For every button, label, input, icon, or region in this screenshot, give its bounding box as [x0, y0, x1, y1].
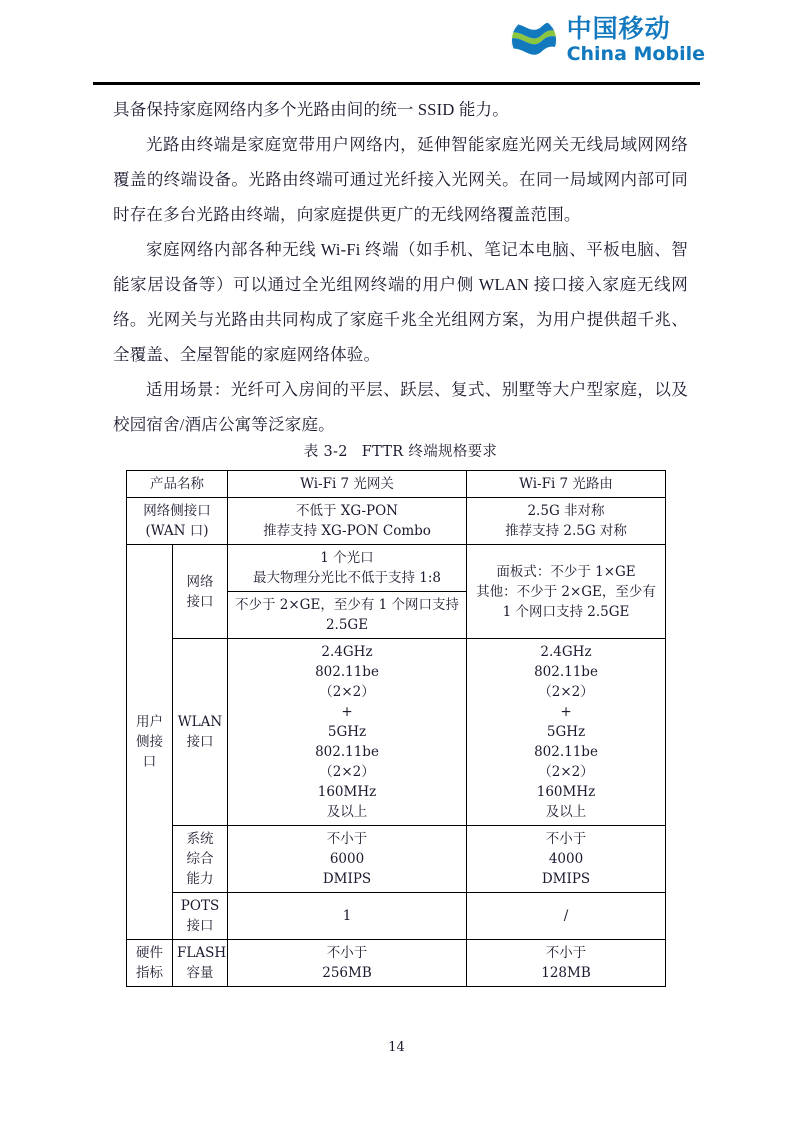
paragraph-4: 适用场景：光纤可入房间的平层、跃层、复式、别墅等大户型家庭，以及校园宿舍/酒店公寓等泛家庭。 — [113, 380, 688, 434]
cell-netif-router-line1: 面板式：不少于 1×GE — [496, 563, 636, 580]
cell-wlan-gateway-line-1: 802.11be — [315, 664, 379, 680]
cell-cpu-label-line1: 系统 — [186, 831, 214, 847]
cell-pots-label-line2: 接口 — [186, 918, 214, 934]
cell-flash-router-line-1: 128MB — [541, 965, 591, 981]
cell-cpu-router — [467, 826, 666, 893]
cell-wlan-label-line2: 接口 — [186, 734, 214, 750]
cell-wlan-gateway-line-6: （2×2） — [319, 764, 375, 780]
table-row-wan — [127, 498, 666, 545]
cell-cpu-router-line-1: 4000 — [548, 851, 584, 867]
cell-wlan-router-line-1: 802.11be — [534, 664, 598, 680]
cell-wlan-router-line-8: 及以上 — [545, 804, 587, 820]
cell-wlan-label — [173, 639, 228, 826]
fttr-spec-table — [126, 470, 666, 987]
cell-cpu-router-line-2: DMIPS — [541, 871, 591, 887]
cell-netif-label-line1: 网络 — [186, 573, 214, 590]
cell-wan-label-line2: (WAN 口) — [145, 523, 209, 539]
document-body — [113, 92, 688, 442]
page-header — [0, 0, 793, 94]
netif-gateway-subrow-top — [228, 545, 466, 592]
logo-text-cn: 中国移动 — [566, 14, 671, 43]
cell-hardware-group-label — [127, 940, 173, 987]
header-cell-gateway: Wi-Fi 7 光网关 — [228, 471, 467, 498]
cell-cpu-router-line-0: 不小于 — [545, 831, 587, 847]
cell-wlan-router-line-3: + — [560, 704, 572, 720]
cell-wlan-gateway-line-0: 2.4GHz — [321, 644, 373, 660]
header-cell-product-name: 产品名称 — [127, 471, 228, 498]
cell-flash-gateway-line-1: 256MB — [322, 965, 372, 981]
cell-wlan-router-line-2: （2×2） — [538, 684, 594, 700]
cell-wlan-gateway-line-8: 及以上 — [326, 804, 368, 820]
table-row-cpu — [127, 826, 666, 893]
cell-flash-gateway-line-0: 不小于 — [326, 945, 368, 961]
cell-flash-label — [173, 940, 228, 987]
cell-netif-label — [173, 545, 228, 639]
cell-user-side-group-label — [127, 545, 173, 940]
cell-wlan-gateway-line-4: 5GHz — [327, 724, 367, 740]
table-row-wlan — [127, 639, 666, 826]
cell-wlan-gateway-line-2: （2×2） — [319, 684, 375, 700]
cell-netif-router-line2: 其他：不少于 2×GE，至少有 1 个网口支持 2.5GE — [476, 583, 656, 620]
cell-cpu-gateway-line-0: 不小于 — [326, 831, 368, 847]
cell-cpu-gateway-line-2: DMIPS — [322, 871, 372, 887]
cell-wan-router — [467, 498, 666, 545]
header-cell-router: Wi-Fi 7 光路由 — [467, 471, 666, 498]
table-caption-number: 表 3-2 — [303, 444, 348, 460]
cell-flash-label-line1: FLASH — [177, 945, 227, 961]
cell-pots-gateway: 1 — [228, 893, 467, 940]
cell-wan-label — [127, 498, 228, 545]
logo-text-en: China Mobile — [566, 43, 705, 65]
cell-wlan-gateway-line-3: + — [341, 704, 353, 720]
page-number: 14 — [388, 1040, 405, 1055]
cell-wlan-router-line-4: 5GHz — [546, 724, 586, 740]
cell-wlan-router-line-7: 160MHz — [536, 784, 596, 800]
cell-flash-gateway — [228, 940, 467, 987]
cell-wan-label-line1: 网络侧接口 — [143, 503, 211, 519]
cell-wlan-label-line1: WLAN — [177, 714, 223, 730]
table-caption — [113, 440, 688, 461]
cell-wan-router-line2: 推荐支持 2.5G 对称 — [505, 523, 627, 539]
cell-netif-gateway-bottom: 不少于 2×GE，至少有 1 个网口支持 2.5GE — [234, 597, 459, 633]
cell-wlan-router-line-0: 2.4GHz — [540, 644, 592, 660]
cell-cpu-label-line3: 能力 — [186, 871, 214, 887]
china-mobile-wave-logo-icon — [510, 16, 558, 64]
paragraph-1: 具备保持家庭网络内多个光路由间的统一 SSID 能力。 — [113, 100, 509, 119]
cell-cpu-label-line2: 综合 — [186, 851, 214, 867]
header-divider-rule — [93, 82, 700, 85]
cell-flash-label-line2: 容量 — [186, 965, 214, 981]
cell-netif-gateway-top — [228, 545, 466, 592]
cell-pots-label — [173, 893, 228, 940]
netif-gateway-subtable — [228, 545, 466, 638]
cell-wlan-gateway — [228, 639, 467, 826]
cell-flash-router — [467, 940, 666, 987]
china-mobile-logo — [510, 16, 705, 64]
paragraph-2: 光路由终端是家庭宽带用户网络内，延伸智能家庭光网关无线局域网网络覆盖的终端设备。光路由终端可通过光纤接入光网关。在同一局域网内部可同时存在多台光路由终端，向家庭提供更广的无线网络覆盖范围。 — [113, 135, 688, 224]
table-caption-title: FTTR 终端规格要求 — [361, 444, 498, 460]
cell-user-side-group-label-text: 用户侧接口 — [136, 714, 163, 770]
cell-netif-gateway — [228, 545, 467, 639]
cell-wlan-gateway-line-7: 160MHz — [317, 784, 377, 800]
table-row-hardware-flash — [127, 940, 666, 987]
cell-wan-gateway-line2: 推荐支持 XG-PON Combo — [263, 523, 431, 539]
table-row-network-interface — [127, 545, 666, 639]
cell-cpu-gateway — [228, 826, 467, 893]
cell-hardware-group-label-line1: 硬件 — [136, 945, 163, 961]
cell-pots-router: / — [467, 893, 666, 940]
cell-netif-router — [467, 545, 666, 639]
cell-wan-gateway-line1: 不低于 XG-PON — [296, 503, 398, 519]
netif-gateway-subrow-bottom — [228, 592, 466, 639]
paragraph-3: 家庭网络内部各种无线 Wi-Fi 终端（如手机、笔记本电脑、平板电脑、智能家居设备等）可以通过全光组网终端的用户侧 WLAN 接口接入家庭无线网络。光网关与光路由共同构成了家庭千兆全光组网方案，为用户提供超千兆、全覆盖、全屋智能的家庭网络体验。 — [113, 240, 688, 364]
table-row-header — [127, 471, 666, 498]
cell-wlan-gateway-line-5: 802.11be — [315, 744, 379, 760]
cell-wlan-router-line-6: （2×2） — [538, 764, 594, 780]
logo-text — [567, 16, 705, 64]
cell-cpu-gateway-line-1: 6000 — [329, 851, 365, 867]
cell-netif-gateway-top-line1: 1 个光口 — [320, 550, 374, 566]
cell-pots-label-line1: POTS — [180, 898, 220, 914]
cell-wan-gateway — [228, 498, 467, 545]
cell-netif-label-line2: 接口 — [186, 593, 214, 610]
cell-wlan-router-line-5: 802.11be — [534, 744, 598, 760]
cell-wan-router-line1: 2.5G 非对称 — [527, 503, 605, 519]
cell-netif-gateway-top-line2: 最大物理分光比不低于支持 1:8 — [252, 570, 442, 586]
cell-wlan-router — [467, 639, 666, 826]
cell-flash-router-line-0: 不小于 — [545, 945, 587, 961]
table-row-pots — [127, 893, 666, 940]
cell-cpu-label — [173, 826, 228, 893]
cell-hardware-group-label-line2: 指标 — [136, 965, 163, 981]
